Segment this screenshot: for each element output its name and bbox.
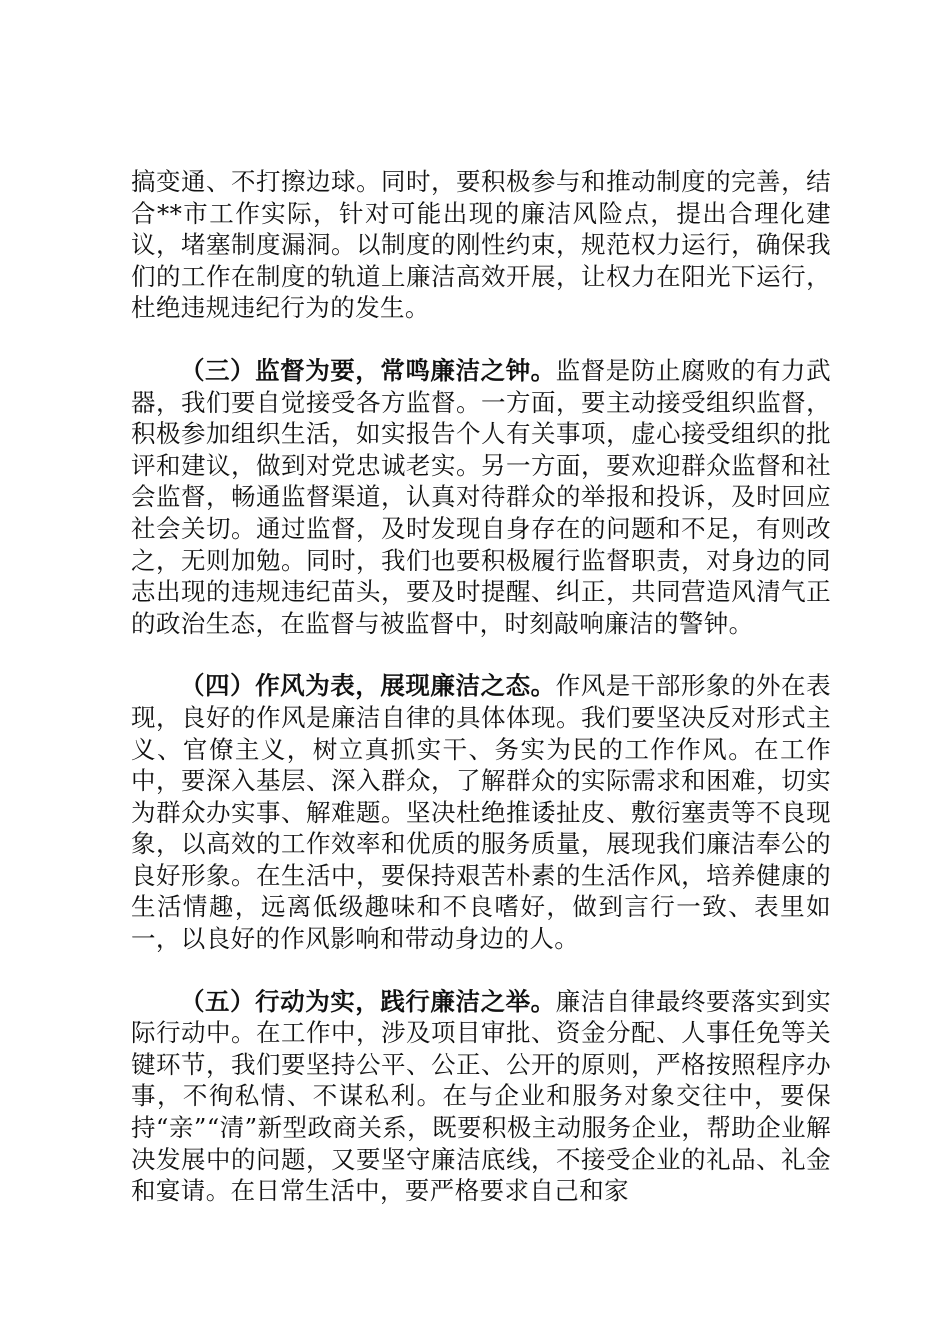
paragraph-body: 搞变通、不打擦边球。同时，要积极参与和推动制度的完善，结合**市工作实际，针对可能出现的廉洁风险点，提出合理化建议，堵塞制度漏洞。以制度的刚性约束，规范权力运行，确保我们的工作在制度的轨道上廉洁高效开展，让权力在阳光下运行，杜绝违规违纪行为的发生。 — [131, 167, 831, 323]
paragraph-body: 作风是干部形象的外在表现，良好的作风是廉洁自律的具体体现。我们要坚决反对形式主义、官僚主义，树立真抓实干、务实为民的工作作风。在工作中，要深入基层、深入群众，了解群众的实际需求和困难，切实为群众办实事、解难题。坚决杜绝推诿扯皮、敷衍塞责等不良现象，以高效的工作效率和优质的服务质量，展现我们廉洁奉公的良好形象。在生活中，要保持艰苦朴素的生活作风，培养健康的生活情趣，远离低级趣味和不良嗜好，做到言行一致、表里如一，以良好的作风影响和带动身边的人。 — [131, 671, 831, 954]
document-page — [131, 166, 831, 1207]
paragraph-continuation — [131, 166, 831, 324]
paragraph-body: 监督是防止腐败的有力武器，我们要自觉接受各方监督。一方面，要主动接受组织监督，积极参加组织生活，如实报告个人有关事项，虚心接受组织的批评和建议，做到对党忠诚老实。另一方面，要欢迎群众监督和社会监督，畅通监督渠道，认真对待群众的举报和投诉，及时回应社会关切。通过监督，及时发现自身存在的问题和不足，有则改之，无则加勉。同时，我们也要积极履行监督职责，对身边的同志出现的违规违纪苗头，要及时提醒、纠正，共同营造风清气正的政治生态，在监督与被监督中，时刻敲响廉洁的警钟。 — [131, 355, 831, 638]
paragraph-work-style — [131, 670, 831, 954]
paragraph-supervision — [131, 355, 831, 639]
paragraph-body: 廉洁自律最终要落实到实际行动中。在工作中，涉及项目审批、资金分配、人事任免等关键环节，我们要坚持公平、公正、公开的原则，严格按照程序办事，不徇私情、不谋私利。在与企业和服务对象交往中，要保持“亲”“清”新型政商关系，既要积极主动服务企业，帮助企业解决发展中的问题，又要坚守廉洁底线，不接受企业的礼品、礼金和宴请。在日常生活中，要严格要求自己和家 — [131, 986, 831, 1206]
section-heading-supervision: （三）监督为要，常鸣廉洁之钟。 — [180, 355, 556, 385]
paragraph-action — [131, 986, 831, 1207]
section-heading-action: （五）行动为实，践行廉洁之举。 — [180, 986, 556, 1016]
section-heading-work-style: （四）作风为表，展现廉洁之态。 — [180, 671, 556, 701]
